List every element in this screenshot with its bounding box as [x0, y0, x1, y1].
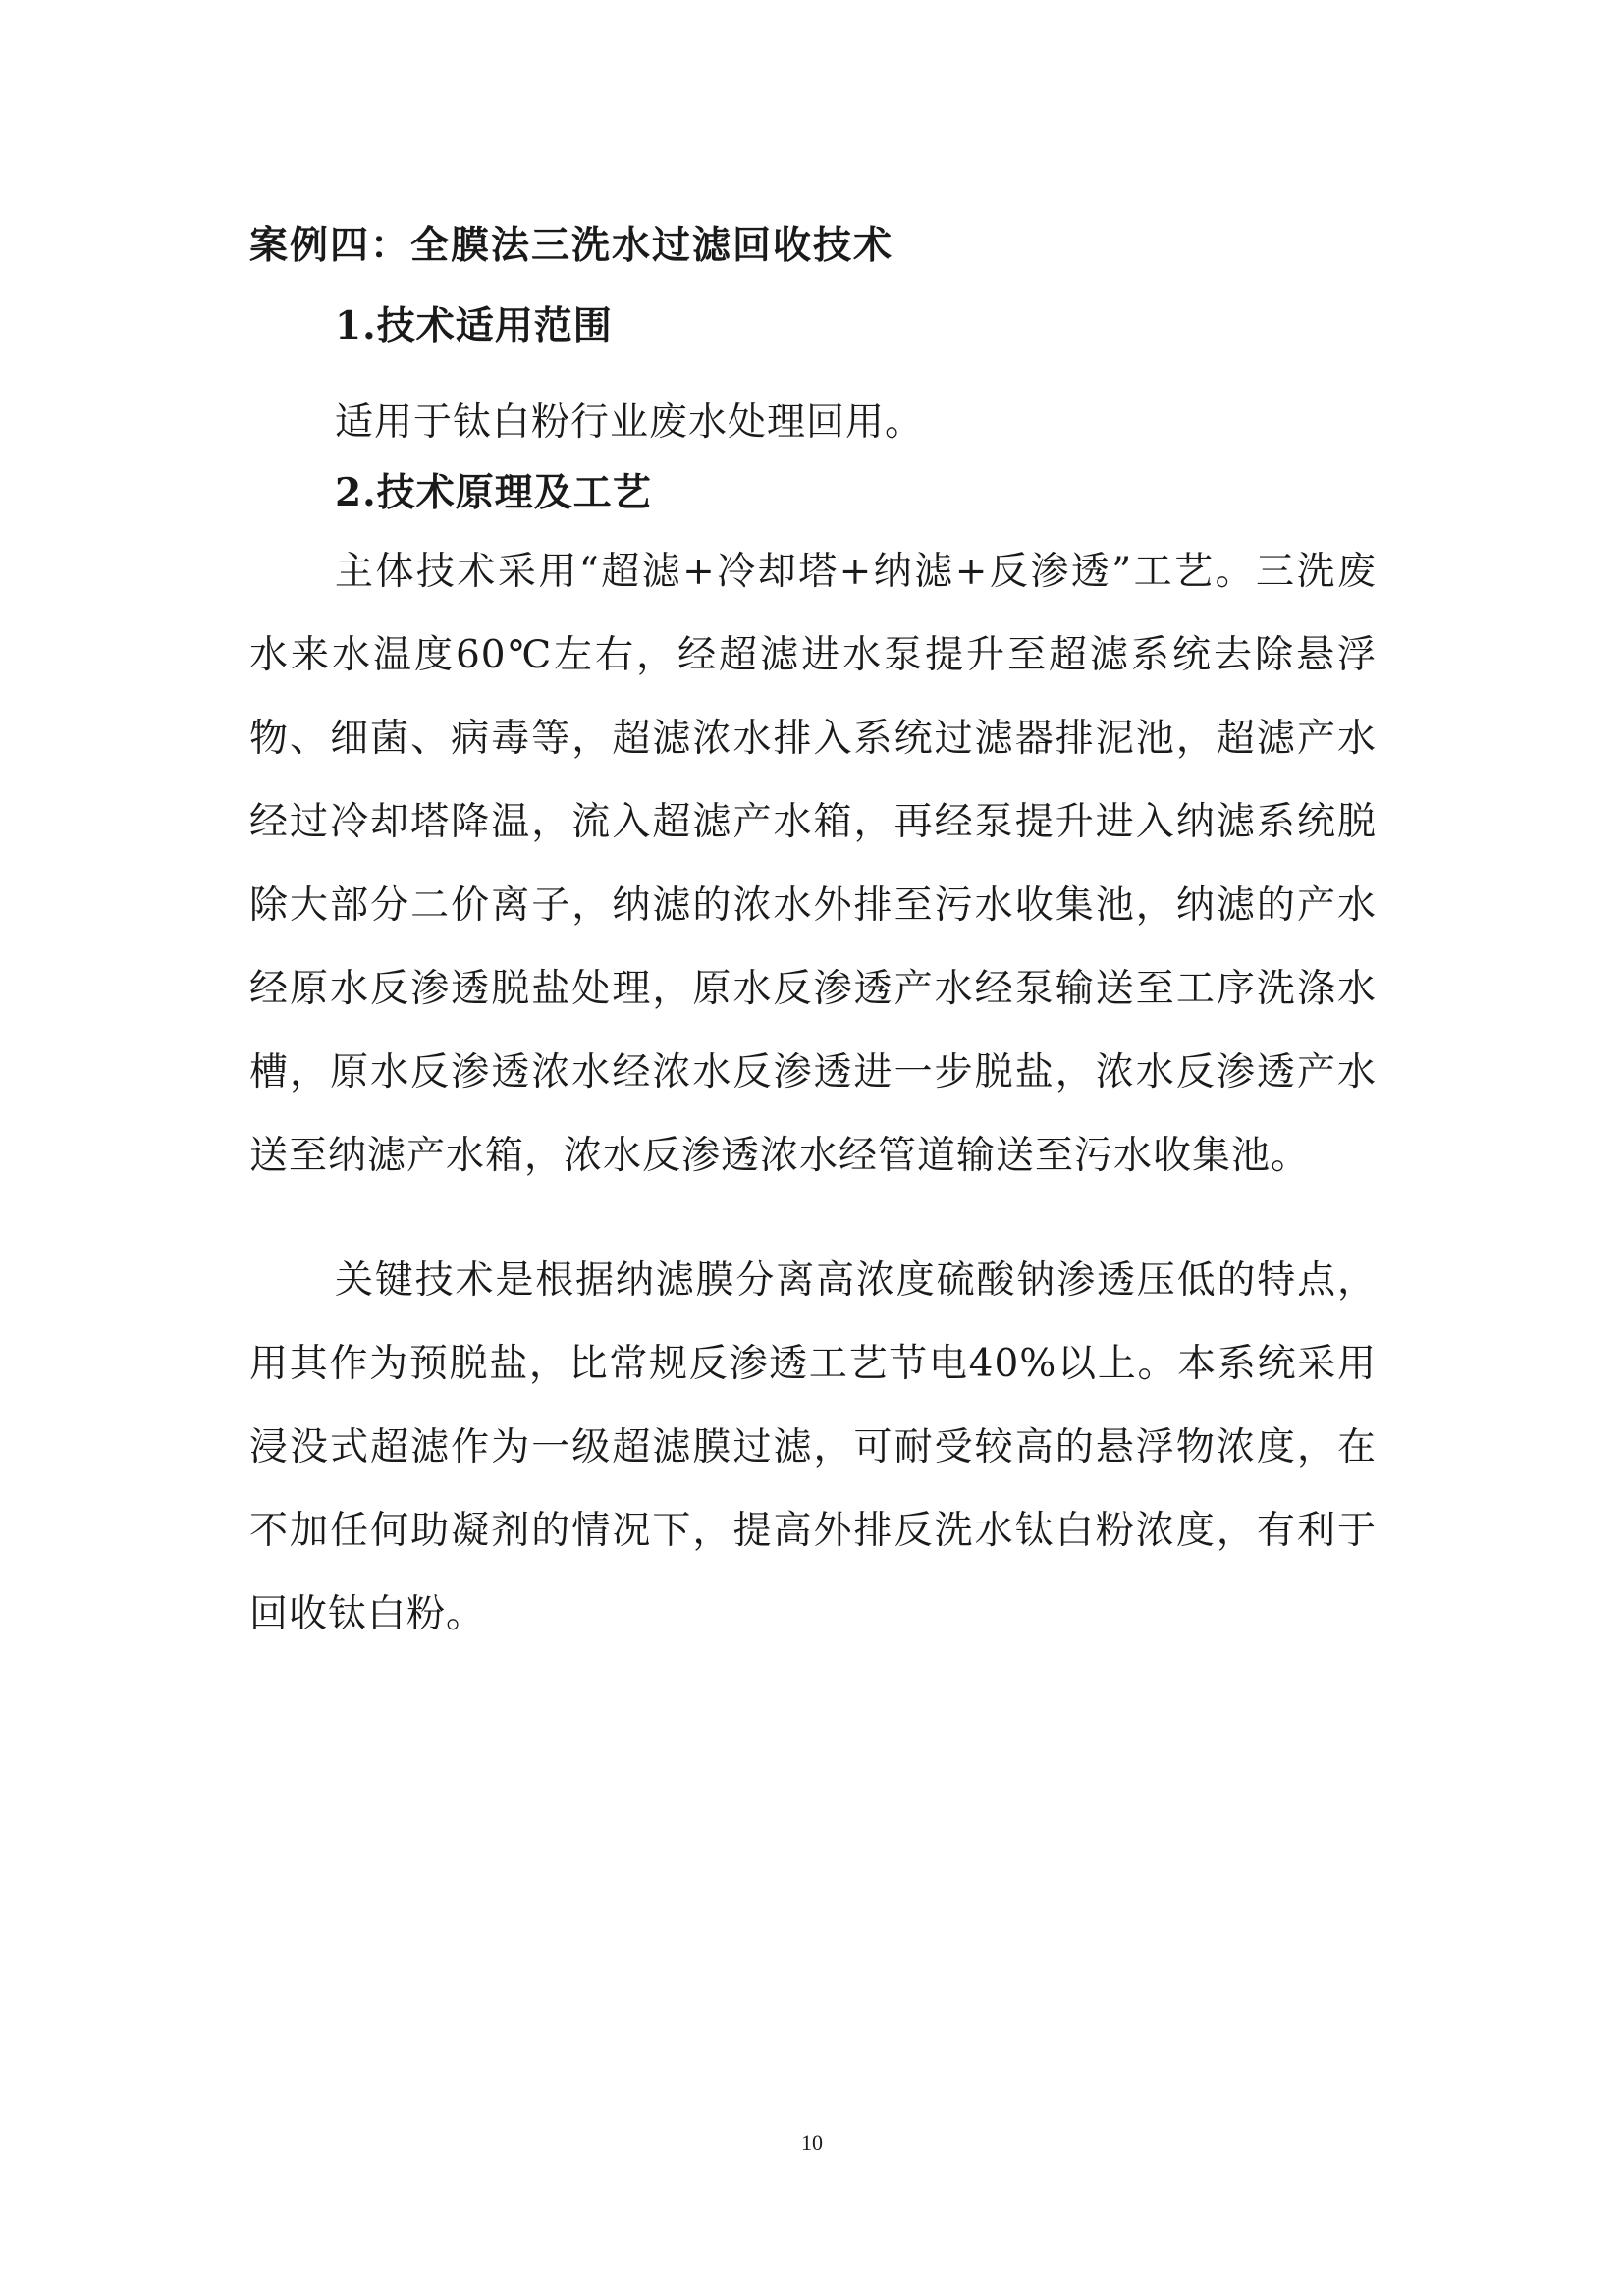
paragraph-key-technology: 关键技术是根据纳滤膜分离高浓度硫酸钠渗透压低的特点，用其作为预脱盐，比常规反渗透工艺节电40%以上。本系统采用浸没式超滤作为一级超滤膜过滤，可耐受较高的悬浮物浓度，在不加任何助凝剂的情况下，提高外排反洗水钛白粉浓度，有利于回收钛白粉。	[249, 1258, 1377, 1636]
section-heading-scope: 1.技术适用范围	[335, 303, 613, 348]
paragraph-scope: 适用于钛白粉行业废水处理回用。	[335, 400, 925, 445]
page-number: 10	[801, 2130, 823, 2155]
paragraph-process: 主体技术采用“超滤+冷却塔+纳滤+反渗透”工艺。三洗废水来水温度60℃左右，经超滤进水泵提升至超滤系统去除悬浮物、细菌、病毒等，超滤浓水排入系统过滤器排泥池，超滤产水经过冷却塔降温，流入超滤产水箱，再经泵提升进入纳滤系统脱除大部分二价离子，纳滤的浓水外排至污水收集池，纳滤的产水经原水反渗透脱盐处理，原水反渗透产水经泵输送至工序洗涤水槽，原水反渗透浓水经浓水反渗透进一步脱盐，浓水反渗透产水送至纳滤产水箱，浓水反渗透浓水经管道输送至污水收集池。	[249, 550, 1377, 1178]
section-heading-principle: 2.技术原理及工艺	[335, 470, 652, 515]
case-title: 案例四：全膜法三洗水过滤回收技术	[249, 223, 894, 268]
